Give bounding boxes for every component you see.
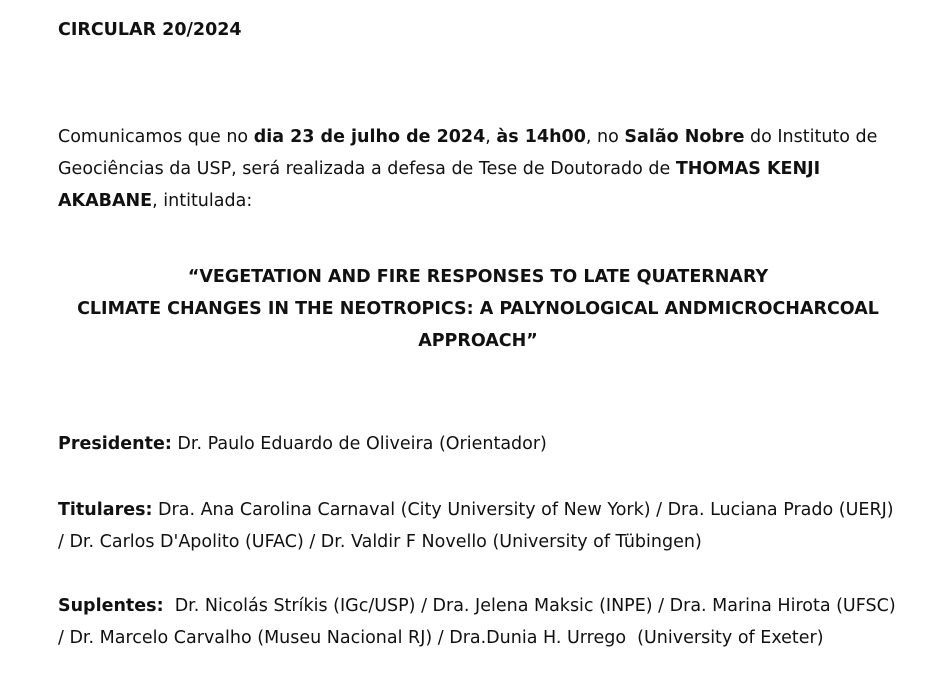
alternates-list: Dr. Nicolás Stríkis (IGc/USP) / Dra. Jelena Maksic (INPE) / Dra. Marina Hirota (UFSC) / Dr. Marcelo Carvalho (Museu Nacional RJ) / Dra.Dunia H. Urrego (University of Exeter)	[58, 596, 902, 648]
president-label: Presidente:	[58, 434, 172, 454]
members-label: Titulares:	[58, 500, 153, 520]
thesis-title-line-3: APPROACH”	[418, 331, 538, 351]
intro-text-5: , intitulada:	[152, 191, 253, 211]
intro-text-2: ,	[485, 127, 497, 147]
thesis-title-line-1: “VEGETATION AND FIRE RESPONSES TO LATE QUATERNARY	[187, 267, 769, 287]
members-list: Dra. Ana Carolina Carnaval (City University of New York) / Dra. Luciana Prado (UERJ) / Dr. Carlos D'Apolito (UFAC) / Dr. Valdir F Novello (University of Tübingen)	[58, 500, 894, 552]
announcement-paragraph	[58, 121, 898, 217]
president-name: Dr. Paulo Eduardo de Oliveira (Orientador)	[171, 434, 547, 454]
defense-date: dia 23 de julho de 2024	[253, 127, 486, 147]
committee-members	[58, 494, 898, 558]
intro-text-1: Comunicamos que no	[58, 127, 254, 147]
committee-president	[58, 428, 898, 460]
intro-text-4: do Instituto de Geociências da USP, será realizada a defesa de Tese de Doutorado de	[58, 127, 878, 179]
candidate-name: THOMAS KENJI AKABANE	[58, 159, 821, 211]
intro-text-3: , no	[585, 127, 625, 147]
defense-time: às 14h00	[496, 127, 586, 147]
alternates-label: Suplentes:	[58, 596, 164, 616]
defense-venue: Salão Nobre	[624, 127, 745, 147]
thesis-title-line-2: CLIMATE CHANGES IN THE NEOTROPICS: A PALYNOLOGICAL ANDMICROCHARCOAL	[77, 299, 879, 319]
circular-heading: CIRCULAR 20/2024	[58, 20, 242, 40]
committee-alternates	[58, 590, 902, 654]
thesis-title	[58, 261, 898, 357]
